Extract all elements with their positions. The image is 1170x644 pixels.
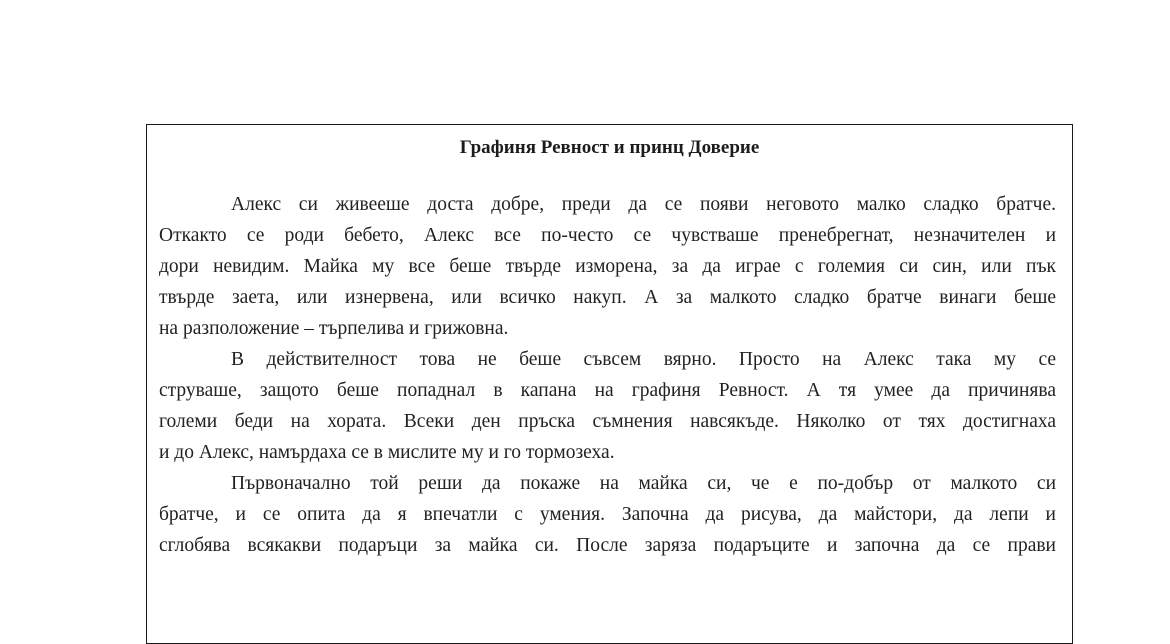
- paragraph-line: Откакто се роди бебето, Алекс все по-често се чувстваше пренебрегнат, незначителен и: [159, 225, 1056, 246]
- document-body: [159, 189, 1056, 561]
- paragraph-2: [159, 344, 1056, 468]
- document-title: Графиня Ревност и принц Доверие: [459, 137, 760, 158]
- paragraph-3: [159, 468, 1056, 561]
- paragraph-line: дори невидим. Майка му все беше твърде изморена, за да играе с големия си син, или пък: [159, 256, 1056, 277]
- paragraph-line: В действителност това не беше съвсем вярно. Просто на Алекс така му се: [231, 349, 1056, 370]
- paragraph-line: сглобява всякакви подаръци за майка си. После заряза подаръците и започна да се прави: [159, 535, 1056, 556]
- paragraph-line: братче, и се опита да я впечатли с умения. Започна да рисува, да майстори, да лепи и: [159, 504, 1056, 525]
- paragraph-line: големи беди на хората. Всеки ден пръска съмнения навсякъде. Няколко от тях достигнаха: [159, 411, 1056, 432]
- paragraph-line: твърде заета, или изнервена, или всичко накуп. А за малкото сладко братче винаги беше: [159, 287, 1056, 308]
- paragraph-line: на разположение – търпелива и грижовна.: [159, 318, 509, 339]
- document-frame: [146, 124, 1073, 644]
- paragraph-1: [159, 189, 1056, 344]
- paragraph-line: и до Алекс, намърдаха се в мислите му и го тормозеха.: [159, 442, 615, 463]
- paragraph-line: Първоначално той реши да покаже на майка си, че е по-добър от малкото си: [231, 473, 1056, 494]
- paragraph-line: Алекс си живееше доста добре, преди да се появи неговото малко сладко братче.: [231, 194, 1056, 215]
- paragraph-line: струваше, защото беше попаднал в капана на графиня Ревност. А тя умее да причинява: [159, 380, 1056, 401]
